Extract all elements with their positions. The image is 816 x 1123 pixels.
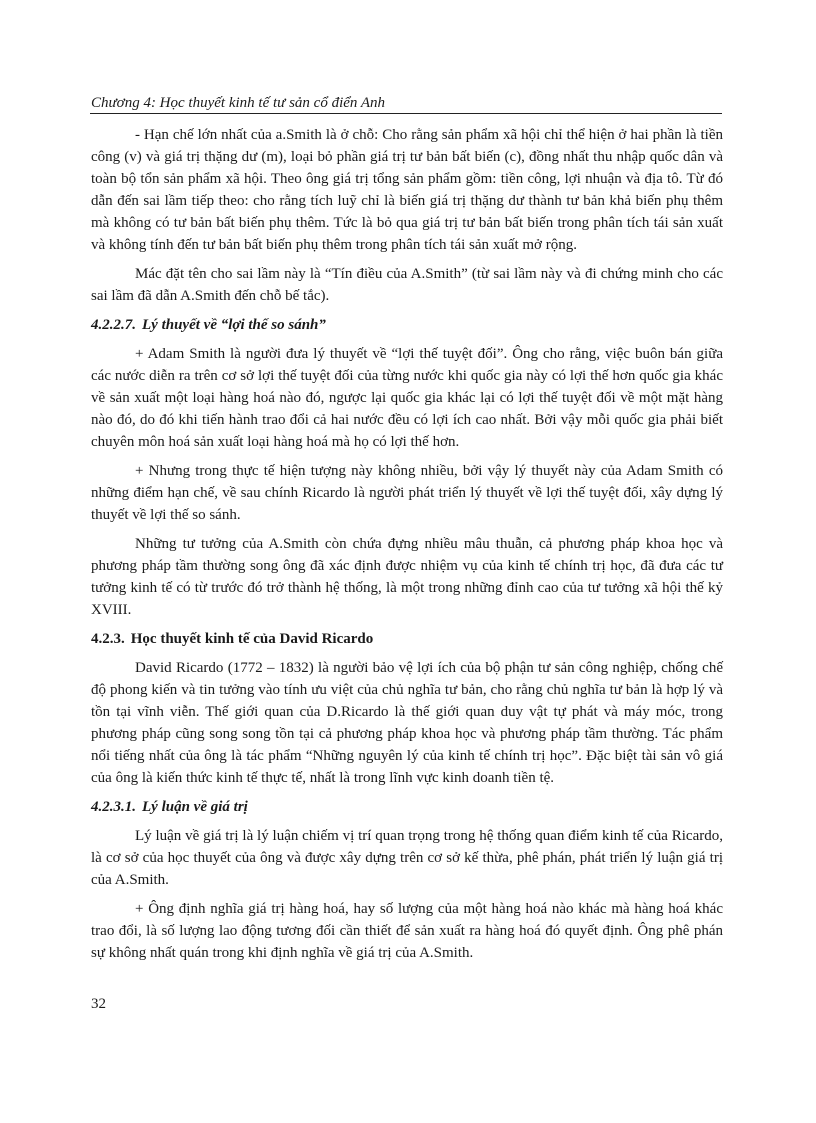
- paragraph: + Nhưng trong thực tế hiện tượng này không nhiều, bởi vậy lý thuyết này của Adam Smith có những điểm hạn chế, về sau chính Ricardo là người phát triển lý thuyết về lợi thế tuyệt đối, xây dựng lý thuyết về lợi thế so sánh.: [91, 463, 723, 523]
- paragraph: + Ông định nghĩa giá trị hàng hoá, hay số lượng của một hàng hoá nào khác mà hàng hoá khác trao đổi, là số lượng lao động tương đối cần thiết để sản xuất ra hàng hoá đó quyết định. Ông phê phán sự không nhất quán trong khi định nghĩa về giá trị của A.Smith.: [91, 901, 723, 961]
- section-title: Lý luận về giá trị: [142, 799, 248, 815]
- section-heading-4231: [91, 796, 723, 818]
- section-number: 4.2.3.: [91, 631, 125, 647]
- paragraph: David Ricardo (1772 – 1832) là người bảo vệ lợi ích của bộ phận tư sản công nghiệp, chống chế độ phong kiến và tin tưởng vào tính ưu việt của chủ nghĩa tư bản, cho rằng chủ nghĩa tư bản là hợp lý và tồn tại vĩnh viễn. Thế giới quan của D.Ricardo là thế giới quan duy vật tự phát và máy móc, trong phương pháp cũng song song tồn tại cả phương pháp khoa học và phương pháp tầm thường. Tác phẩm nổi tiếng nhất của ông là tác phẩm “Những nguyên lý của kinh tế chính trị học”. Đặc biệt tài sản vô giá của ông là kiến thức kinh tế thực tế, nhất là trong lĩnh vực kinh doanh tiền tệ.: [91, 660, 723, 786]
- section-number: 4.2.3.1.: [91, 799, 136, 815]
- section-number: 4.2.2.7.: [91, 317, 136, 333]
- paragraph: Những tư tưởng của A.Smith còn chứa đựng nhiều mâu thuẫn, cả phương pháp khoa học và phương pháp tầm thường song ông đã xác định được nhiệm vụ của kinh tế chính trị học, đã đưa các tư tưởng kinh tế có từ trước đó trở thành hệ thống, là một trong những đỉnh cao của tư tưởng xã hội thế kỷ XVIII.: [91, 536, 723, 618]
- paragraph: Mác đặt tên cho sai lầm này là “Tín điều của A.Smith” (từ sai lầm này và đi chứng minh cho các sai lầm đã dẫn A.Smith đến chỗ bế tắc).: [91, 266, 723, 304]
- page-body: [91, 124, 723, 971]
- section-heading-423: [91, 628, 723, 650]
- section-title: Học thuyết kinh tế của David Ricardo: [130, 631, 374, 647]
- page-number: 32: [91, 996, 106, 1012]
- paragraph: - Hạn chế lớn nhất của a.Smith là ở chỗ: Cho rằng sản phẩm xã hội chỉ thể hiện ở hai phần là tiền công (v) và giá trị thặng dư (m), loại bỏ phần giá trị tư bản bất biến (c), đồng nhất thu nhập quốc dân và toàn bộ tổn sản phẩm xã hội. Theo ông giá trị tổng sản phẩm gồm: tiền công, lợi nhuận và địa tô. Từ đó dẫn đến sai lầm tiếp theo: cho rằng tích luỹ chỉ là biến giá trị thặng dư thành tư bản khả biến phụ thêm mà không có tư bản bất biến phụ thêm. Tức là bỏ qua giá trị tư bản bất biến trong phân tích tái sản xuất và không tính đến tư bản bất biến phụ thêm trong phân tích tái sản xuất mở rộng.: [91, 127, 723, 253]
- header-rule: [90, 113, 722, 114]
- section-title: Lý thuyết về “lợi thế so sánh”: [142, 317, 326, 333]
- section-heading-4227: [91, 314, 723, 336]
- running-header: Chương 4: Học thuyết kinh tế tư sản cổ điển Anh: [91, 95, 386, 111]
- paragraph: Lý luận về giá trị là lý luận chiếm vị trí quan trọng trong hệ thống quan điểm kinh tế của Ricardo, là cơ sở của học thuyết của ông và được xây dựng trên cơ sở kế thừa, phê phán, phát triển lý luận giá trị của A.Smith.: [91, 828, 723, 888]
- paragraph: + Adam Smith là người đưa lý thuyết về “lợi thế tuyệt đối”. Ông cho rằng, việc buôn bán giữa các nước diễn ra trên cơ sở lợi thế tuyệt đối của từng nước khi quốc gia này có lợi thế hơn quốc gia khác về sản xuất một loại hàng hoá nào đó, ngược lại quốc gia khác lại có lợi thế tuyệt đối về một mặt hàng nào đó, do đó khi tiến hành trao đổi cả hai nước đều có lợi ích cao nhất. Bởi vậy mỗi quốc gia phải biết chuyên môn hoá sản xuất loại hàng hoá mà họ có lợi thế hơn.: [91, 346, 723, 450]
